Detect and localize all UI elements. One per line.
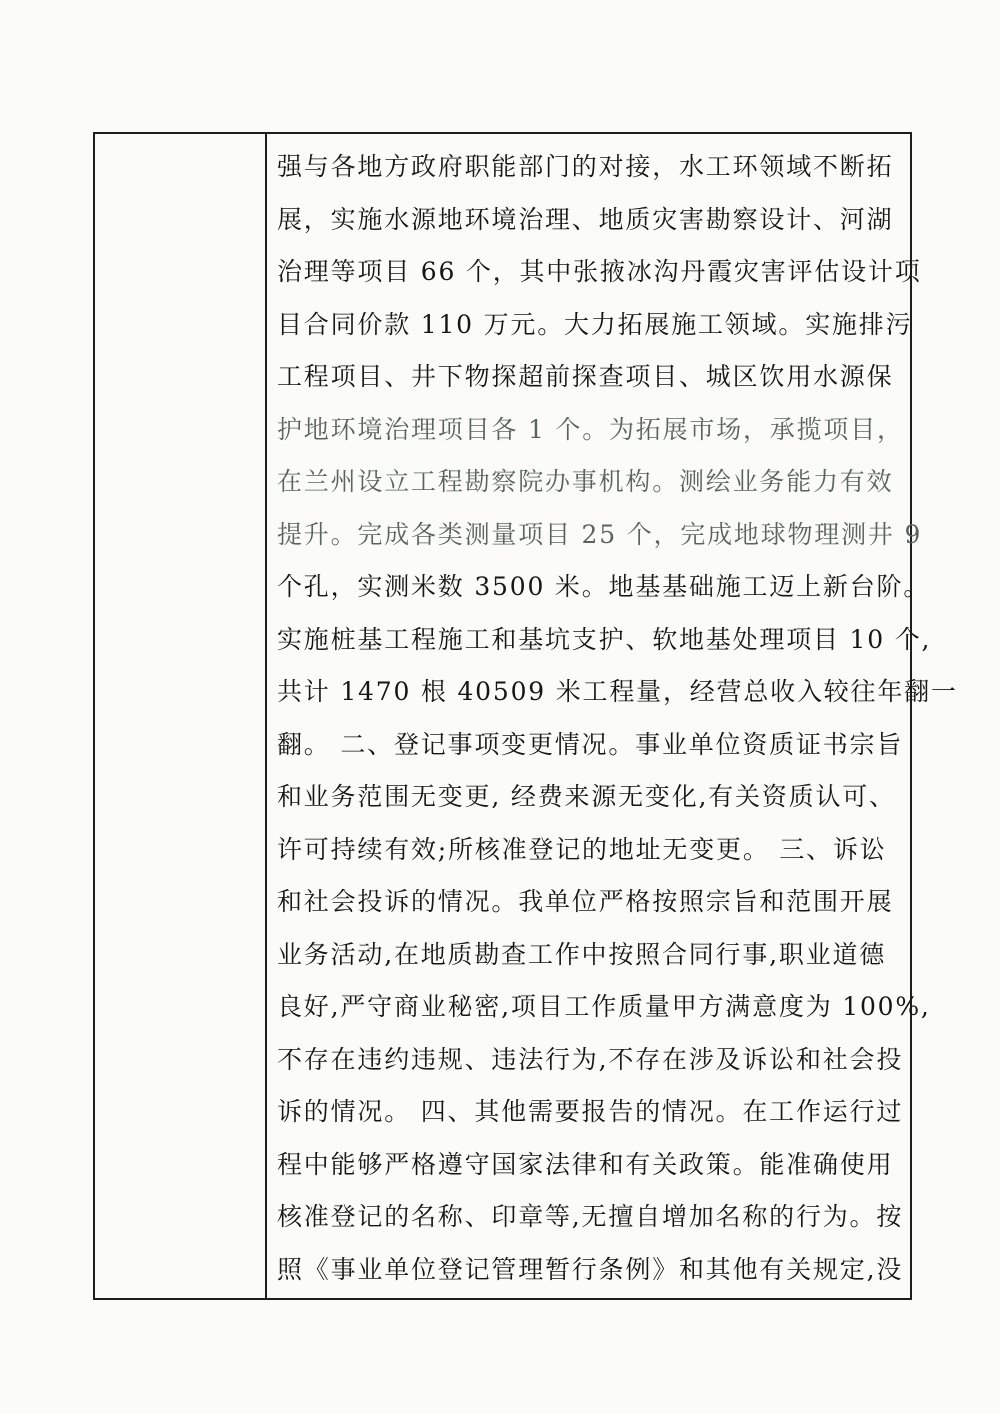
text-line: 核准登记的名称、印章等,无擅自增加名称的行为。按 xyxy=(277,1202,904,1231)
table-content-cell xyxy=(267,134,958,1298)
text-line: 在兰州设立工程勘察院办事机构。测绘业务能力有效 xyxy=(277,467,894,496)
text-line: 强与各地方政府职能部门的对接，水工环领域不断拓 xyxy=(277,152,894,181)
text-line: 目合同价款 110 万元。大力拓展施工领域。实施排污 xyxy=(277,309,913,339)
text-line: 业务活动,在地质勘查工作中按照合同行事,职业道德 xyxy=(277,939,887,969)
text-line: 展，实施水源地环境治理、地质灾害勘察设计、河湖 xyxy=(277,204,894,234)
text-line: 共计 1470 根 40509 米工程量，经营总收入较往年翻一 xyxy=(277,677,958,706)
text-line: 诉的情况。 四、其他需要报告的情况。在工作运行过 xyxy=(277,1097,904,1126)
text-line: 个孔，实测米数 3500 米。地基基础施工迈上新台阶。 xyxy=(277,572,931,601)
text-line: 许可持续有效;所核准登记的地址无变更。 三、诉讼 xyxy=(277,834,887,864)
report-table xyxy=(93,132,958,1300)
table-left-cell xyxy=(95,134,267,1298)
text-line: 不存在违约违规、违法行为,不存在涉及诉讼和社会投 xyxy=(277,1044,904,1074)
text-line: 工程项目、井下物探超前探查项目、城区饮用水源保 xyxy=(277,362,894,391)
text-line: 护地环境治理项目各 1 个。为拓展市场，承揽项目， xyxy=(277,414,904,444)
report-text xyxy=(277,141,958,1296)
text-line: 治理等项目 66 个，其中张掖冰沟丹霞灾害评估设计项 xyxy=(277,257,922,286)
text-line: 提升。完成各类测量项目 25 个，完成地球物理测井 9 xyxy=(277,519,923,549)
text-line: 实施桩基工程施工和基坑支护、软地基处理项目 10 个, xyxy=(277,624,932,654)
text-line: 程中能够严格遵守国家法律和有关政策。能准确使用 xyxy=(277,1149,894,1179)
text-line: 和社会投诉的情况。我单位严格按照宗旨和范围开展 xyxy=(277,887,894,916)
text-line: 良好,严守商业秘密,项目工作质量甲方满意度为 100%, xyxy=(277,992,931,1021)
text-line: 翻。 二、登记事项变更情况。事业单位资质证书宗旨 xyxy=(277,729,904,759)
text-line: 和业务范围无变更, 经费来源无变化,有关资质认可、 xyxy=(277,782,896,811)
text-line: 照《事业单位登记管理暂行条例》和其他有关规定,没 xyxy=(277,1254,904,1284)
